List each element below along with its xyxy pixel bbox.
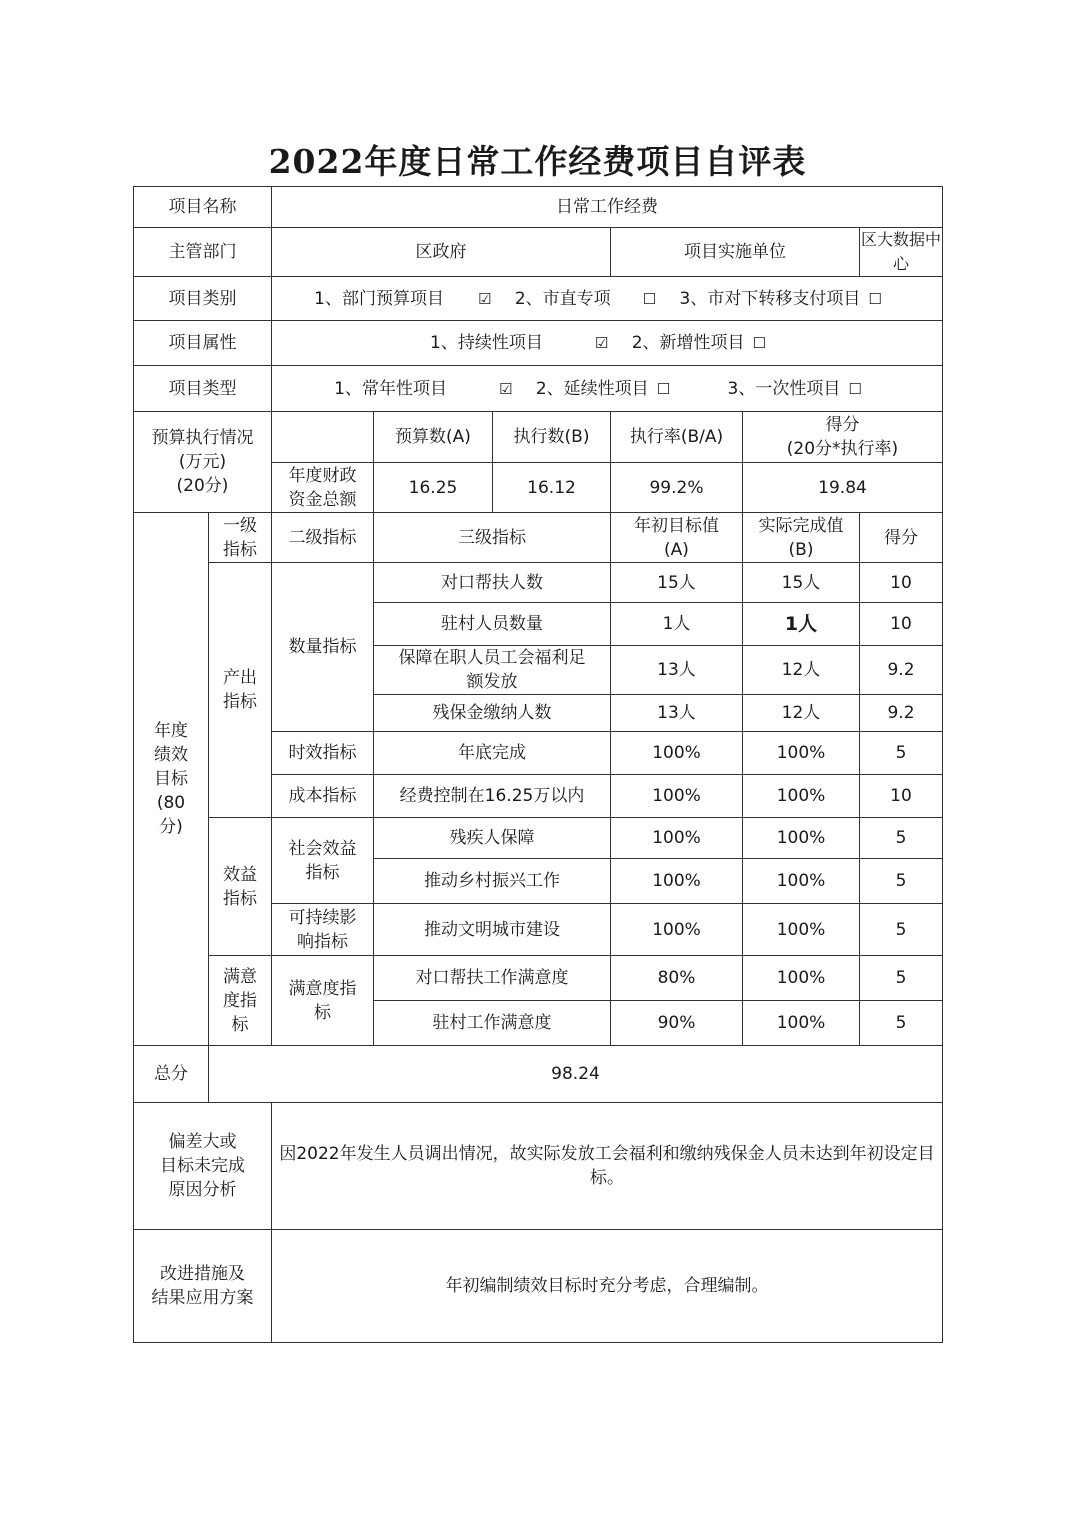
table-row [134, 563, 943, 603]
budget-row-label-line-2: 资金总额 [288, 489, 357, 510]
budget-score-value: 19.84 [743, 463, 943, 513]
indicator-actual: 100% [743, 818, 860, 859]
category-option-3-label: 3、市对下转移支付项目 [679, 288, 861, 309]
indicator-name-line-2: 额发放 [466, 672, 518, 692]
header-level3: 三级指标 [374, 513, 611, 563]
indicator-score: 9.2 [860, 695, 943, 732]
indicator-actual: 100% [743, 1001, 860, 1046]
subgroup-satisfaction [272, 956, 374, 1046]
improvement-label-line-1: 改进措施及 [160, 1264, 245, 1284]
indicator-target: 100% [611, 859, 743, 904]
department-label: 主管部门 [134, 228, 272, 277]
checkbox-empty-icon[interactable]: ☐ [656, 379, 671, 398]
indicator-score: 5 [860, 732, 943, 775]
indicator-name: 经费控制在16.25万以内 [374, 775, 611, 818]
deviation-text: 因2022年发生人员调出情况，故实际发放工会福利和缴纳残保金人员未达到年初设定目标。 [272, 1103, 943, 1230]
subgroup-sustain-line-2: 响指标 [297, 931, 348, 952]
evaluation-table [133, 186, 943, 1343]
row-attribute [134, 321, 943, 366]
subgroup-timeliness: 时效指标 [272, 732, 374, 775]
indicator-actual: 1人 [743, 603, 860, 646]
indicator-actual: 12人 [743, 695, 860, 732]
subgroup-sustain-line-1: 可持续影 [288, 907, 357, 928]
header-level1-line-1: 一级 [223, 515, 257, 536]
indicator-name: 推动乡村振兴工作 [374, 859, 611, 904]
improvement-label-line-2: 结果应用方案 [151, 1288, 254, 1308]
attribute-options [272, 321, 943, 366]
group-satisfaction-line-1: 满意 [223, 966, 257, 987]
category-option-2-label: 2、市直专项 [514, 288, 611, 309]
indicator-score: 5 [860, 818, 943, 859]
checkbox-empty-icon[interactable]: ☐ [848, 379, 862, 398]
checkbox-empty-icon[interactable]: ☐ [642, 289, 657, 308]
subgroup-social-line-1: 社会效益 [288, 838, 357, 859]
budget-score-header-line-1: 得分 [825, 415, 860, 435]
budget-section-label [134, 412, 272, 513]
executed-value: 16.12 [493, 463, 611, 513]
indicator-name: 残疾人保障 [374, 818, 611, 859]
type-label: 项目类型 [134, 366, 272, 412]
type-option-1-label: 1、常年性项目 [334, 378, 447, 399]
header-target-line-1: 年初目标值 [634, 515, 719, 536]
improvement-text: 年初编制绩效目标时充分考虑，合理编制。 [272, 1230, 943, 1343]
group-output-line-1: 产出 [223, 668, 257, 688]
subgroup-satisfaction-line-2: 标 [314, 1002, 331, 1023]
attribute-option-1-label: 1、持续性项目 [430, 333, 543, 353]
header-target-line-2: (A) [664, 539, 689, 560]
budget-row-label-line-1: 年度财政 [288, 465, 357, 486]
indicator-score: 5 [860, 956, 943, 1001]
indicator-target: 100% [611, 775, 743, 818]
subgroup-social [272, 818, 374, 904]
indicator-actual: 100% [743, 956, 860, 1001]
header-score: 得分 [860, 513, 943, 563]
budget-row-label [272, 463, 374, 513]
indicator-score: 5 [860, 904, 943, 956]
checkbox-empty-icon[interactable]: ☐ [868, 289, 882, 308]
project-name-label: 项目名称 [134, 187, 272, 228]
row-project-name [134, 187, 943, 228]
header-target [611, 513, 743, 563]
performance-label-line-3: 目标 [154, 769, 188, 789]
deviation-label-line-2: 目标未完成 [160, 1156, 245, 1176]
attribute-option-2-label: 2、新增性项目 [631, 333, 745, 353]
performance-label-line-4: (80 [156, 793, 186, 813]
table-row [134, 818, 943, 859]
indicator-target: 100% [611, 818, 743, 859]
indicator-score: 5 [860, 859, 943, 904]
row-budget-header [134, 412, 943, 463]
category-option-1-label: 1、部门预算项目 [314, 288, 444, 309]
deviation-label [134, 1103, 272, 1230]
attribute-label: 项目属性 [134, 321, 272, 366]
indicator-score: 9.2 [860, 646, 943, 695]
budget-label-line-2: (万元) [178, 452, 227, 472]
indicator-actual: 100% [743, 732, 860, 775]
indicator-target: 1人 [611, 603, 743, 646]
category-options [272, 277, 943, 321]
row-total [134, 1046, 943, 1103]
deviation-label-line-3: 原因分析 [168, 1180, 237, 1200]
impl-unit-label: 项目实施单位 [611, 228, 860, 277]
table-row [134, 956, 943, 1001]
row-department [134, 228, 943, 277]
indicator-score: 10 [860, 603, 943, 646]
performance-label-line-2: 绩效 [154, 745, 188, 765]
indicator-actual: 100% [743, 775, 860, 818]
budget-header-rate: 执行率(B/A) [611, 412, 743, 463]
group-benefit [209, 818, 272, 956]
indicator-actual: 100% [743, 904, 860, 956]
indicator-target: 15人 [611, 563, 743, 603]
indicator-target: 90% [611, 1001, 743, 1046]
indicator-target: 13人 [611, 646, 743, 695]
indicator-target: 100% [611, 904, 743, 956]
category-label: 项目类别 [134, 277, 272, 321]
group-satisfaction-line-2: 度指 [223, 990, 257, 1011]
indicator-name: 对口帮扶工作满意度 [374, 956, 611, 1001]
indicator-name: 推动文明城市建设 [374, 904, 611, 956]
group-satisfaction-line-3: 标 [231, 1014, 249, 1035]
header-level1-line-2: 指标 [223, 539, 257, 560]
indicator-actual: 15人 [743, 563, 860, 603]
row-performance-header [134, 513, 943, 563]
budget-header-executed: 执行数(B) [493, 412, 611, 463]
indicator-score: 5 [860, 1001, 943, 1046]
group-benefit-line-2: 指标 [223, 888, 257, 909]
indicator-score: 10 [860, 563, 943, 603]
header-actual [743, 513, 860, 563]
budget-header-budget: 预算数(A) [374, 412, 493, 463]
header-level1 [209, 513, 272, 563]
indicator-actual: 12人 [743, 646, 860, 695]
indicator-name: 年底完成 [374, 732, 611, 775]
indicator-name: 对口帮扶人数 [374, 563, 611, 603]
indicator-name: 驻村工作满意度 [374, 1001, 611, 1046]
type-option-3-label: 3、一次性项目 [727, 378, 841, 399]
checkbox-checked-icon[interactable]: ☑ [478, 289, 492, 308]
performance-label-line-1: 年度 [154, 721, 188, 741]
row-type [134, 366, 943, 412]
indicator-actual: 100% [743, 859, 860, 904]
header-actual-line-2: (B) [788, 539, 814, 560]
budget-label-line-3: (20分) [176, 476, 229, 496]
budget-blank-header [272, 412, 374, 463]
indicator-score: 10 [860, 775, 943, 818]
checkbox-checked-icon[interactable]: ☑ [594, 334, 609, 352]
subgroup-sustain [272, 904, 374, 956]
group-benefit-line-1: 效益 [223, 864, 257, 885]
header-actual-line-1: 实际完成值 [758, 515, 844, 536]
group-output-line-2: 指标 [223, 692, 257, 712]
row-improvement [134, 1230, 943, 1343]
department-value: 区政府 [272, 228, 611, 277]
header-level2: 二级指标 [272, 513, 374, 563]
subgroup-cost: 成本指标 [272, 775, 374, 818]
deviation-label-line-1: 偏差大或 [168, 1132, 237, 1152]
checkbox-checked-icon[interactable]: ☑ [499, 379, 513, 398]
rate-value: 99.2% [611, 463, 743, 513]
impl-unit-value: 区大数据中心 [860, 228, 943, 277]
performance-label-line-5: 分) [159, 817, 183, 837]
indicator-target: 100% [611, 732, 743, 775]
group-satisfaction [209, 956, 272, 1046]
total-label: 总分 [134, 1046, 209, 1103]
indicator-name [374, 646, 611, 695]
subgroup-satisfaction-line-1: 满意度指 [288, 978, 357, 999]
project-name-value: 日常工作经费 [272, 187, 943, 228]
indicator-name-line-1: 保障在职人员工会福利足 [398, 648, 586, 668]
type-option-2-label: 2、延续性项目 [535, 378, 649, 399]
performance-section-label [134, 513, 209, 1046]
improvement-label [134, 1230, 272, 1343]
indicator-name: 残保金缴纳人数 [374, 695, 611, 732]
group-output [209, 563, 272, 818]
budget-label-line-1: 预算执行情况 [151, 428, 254, 448]
row-deviation [134, 1103, 943, 1230]
subgroup-social-line-2: 指标 [305, 862, 340, 883]
total-value: 98.24 [209, 1046, 943, 1103]
budget-score-header-line-2: (20分*执行率) [786, 439, 899, 459]
indicator-name: 驻村人员数量 [374, 603, 611, 646]
indicator-target: 13人 [611, 695, 743, 732]
budget-value: 16.25 [374, 463, 493, 513]
subgroup-quantity: 数量指标 [272, 563, 374, 732]
row-category [134, 277, 943, 321]
budget-header-score [743, 412, 943, 463]
checkbox-empty-icon[interactable]: ☐ [752, 334, 766, 352]
page-title: 2022年度日常工作经费项目自评表 [268, 142, 807, 181]
indicator-target: 80% [611, 956, 743, 1001]
type-options [272, 366, 943, 412]
